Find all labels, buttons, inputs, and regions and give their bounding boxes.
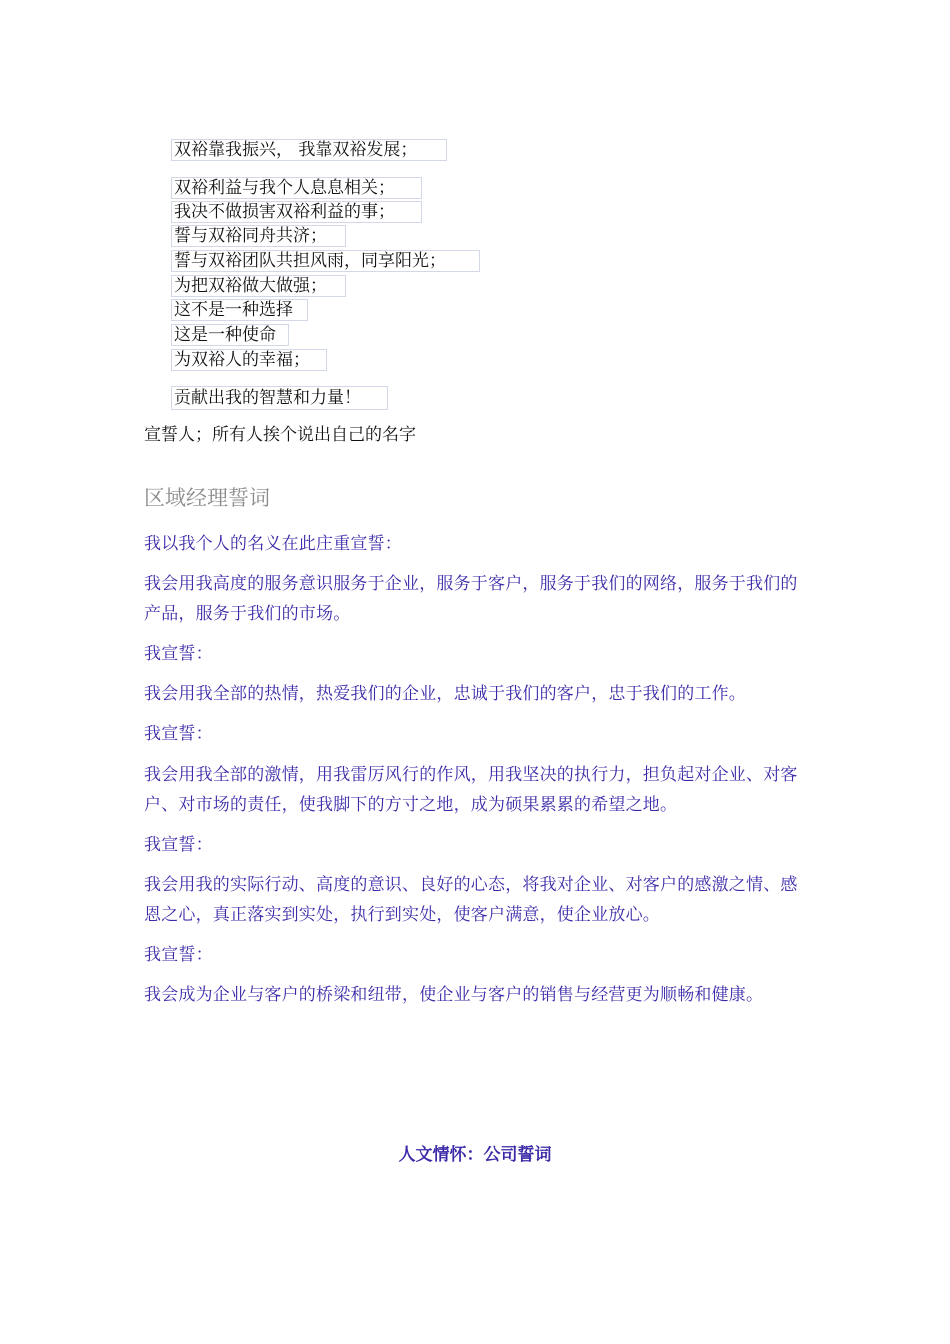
- oath-paragraph: 我会用我高度的服务意识服务于企业，服务于客户，服务于我们的网络，服务于我们的产品，服务于我们的市场。: [144, 574, 798, 624]
- oath-paragraph: 我会用我全部的热情，热爱我们的企业，忠诚于我们的客户，忠于我们的工作。: [144, 684, 746, 704]
- section-heading: 区域经理誓词: [144, 486, 270, 510]
- oath-line: 这是一种使命: [171, 324, 289, 346]
- oath-line: 我决不做损害双裕利益的事；: [171, 201, 422, 223]
- footer-title: 人文情怀：公司誓词: [398, 1145, 552, 1165]
- oath-line: 双裕利益与我个人息息相关；: [171, 177, 422, 199]
- oath-line: 这不是一种选择: [171, 299, 308, 321]
- oath-line: 为双裕人的幸福；: [171, 349, 327, 371]
- oath-paragraph: 我宣誓：: [144, 945, 213, 965]
- oath-line: 为把双裕做大做强；: [171, 275, 346, 297]
- oath-instruction: 宣誓人；所有人挨个说出自己的名字: [144, 425, 416, 445]
- oath-paragraph: 我会成为企业与客户的桥梁和纽带，使企业与客户的销售与经营更为顺畅和健康。: [144, 985, 764, 1005]
- oath-paragraph: 我会用我全部的激情，用我雷厉风行的作风，用我坚决的执行力，担负起对企业、对客户、对市场的责任，使我脚下的方寸之地，成为硕果累累的希望之地。: [144, 765, 798, 815]
- oath-paragraph: 我宣誓：: [144, 644, 213, 664]
- oath-paragraph: 我会用我的实际行动、高度的意识、良好的心态，将我对企业、对客户的感激之情、感恩之心，真正落实到实处，执行到实处，使客户满意，使企业放心。: [144, 875, 798, 925]
- oath-paragraph: 我以我个人的名义在此庄重宣誓：: [144, 534, 402, 554]
- oath-paragraph: 我宣誓：: [144, 724, 213, 744]
- oath-paragraph: 我宣誓：: [144, 835, 213, 855]
- oath-line: 誓与双裕团队共担风雨，同享阳光；: [171, 250, 480, 272]
- oath-line: 贡献出我的智慧和力量！: [171, 386, 388, 410]
- oath-line: 誓与双裕同舟共济；: [171, 225, 346, 247]
- oath-line: 双裕靠我振兴， 我靠双裕发展；: [171, 139, 447, 161]
